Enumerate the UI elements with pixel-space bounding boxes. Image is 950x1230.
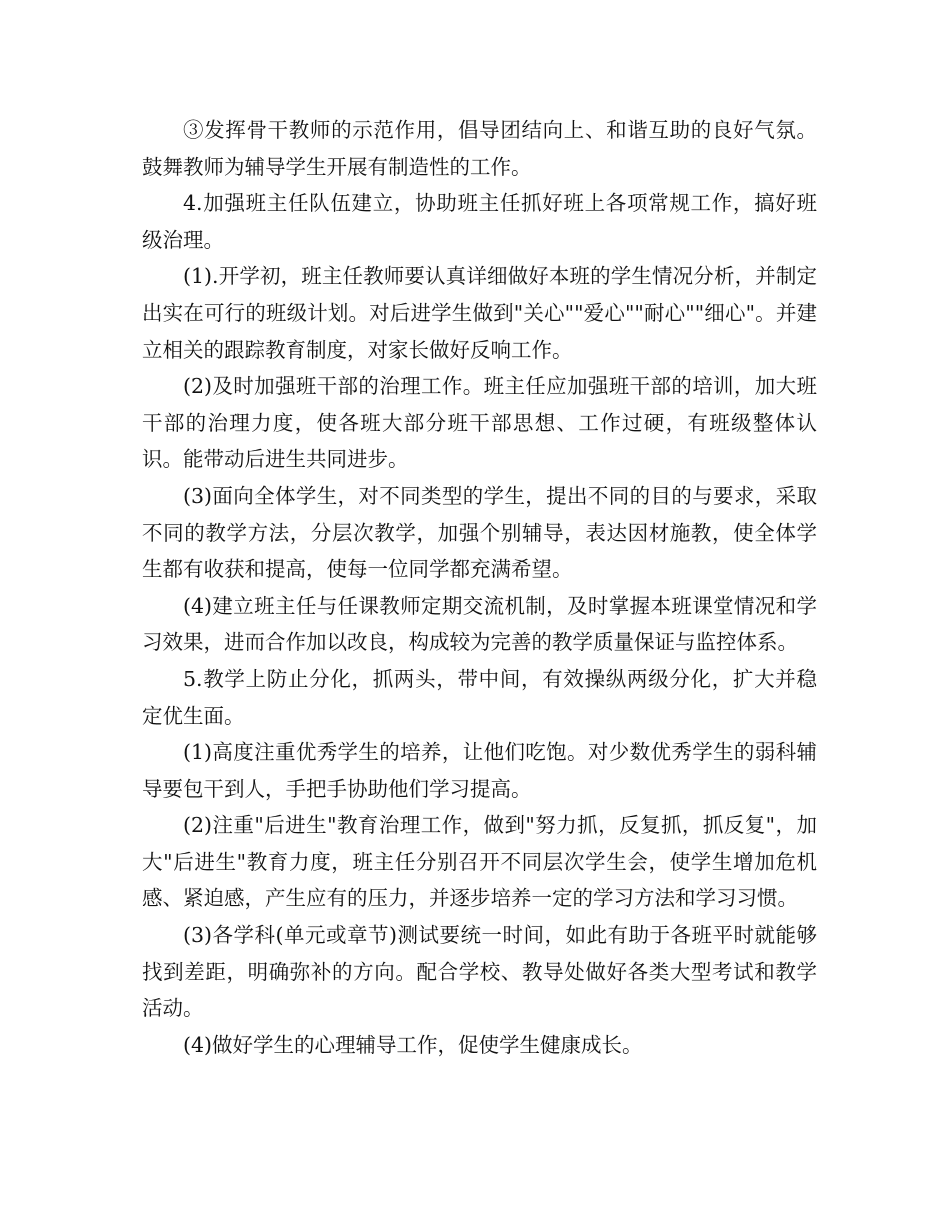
- paragraph-6: (4)建立班主任与任课教师定期交流机制，及时掌握本班课堂情况和学习效果，进而合作加以改良，构成较为完善的教学质量保证与监控体系。: [142, 593, 817, 655]
- paragraph-3: (1).开学初，班主任教师要认真详细做好本班的学生情况分析，并制定出实在可行的班级计划。对后进学生做到"关心""爱心""耐心""细心"。并建立相关的跟踪教育制度，对家长做好反响工作。: [142, 264, 817, 362]
- paragraph-4: (2)及时加强班干部的治理工作。班主任应加强班干部的培训，加大班干部的治理力度，使各班大部分班干部思想、工作过硬，有班级整体认识。能带动后进生共同进步。: [142, 374, 817, 472]
- paragraph-1: ③发挥骨干教师的示范作用，倡导团结向上、和谐互助的良好气氛。鼓舞教师为辅导学生开展有制造性的工作。: [142, 118, 817, 179]
- paragraph-7: 5.教学上防止分化，抓两头，带中间，有效操纵两级分化，扩大并稳定优生面。: [142, 666, 817, 728]
- paragraph-11: (4)做好学生的心理辅导工作，促使学生健康成长。: [183, 1032, 643, 1057]
- paragraph-2: 4.加强班主任队伍建立，协助班主任抓好班上各项常规工作，搞好班级治理。: [142, 191, 817, 252]
- document-body: [142, 112, 817, 1063]
- paragraph-5: (3)面向全体学生，对不同类型的学生，提出不同的目的与要求，采取不同的教学方法，分层次教学，加强个别辅导，表达因材施教，使全体学生都有收获和提高，使每一位同学都充满希望。: [142, 483, 817, 582]
- paragraph-9: (2)注重"后进生"教育治理工作，做到"努力抓，反复抓，抓反复"，加大"后进生"教育力度，班主任分别召开不同层次学生会，使学生增加危机感、紧迫感，产生应有的压力，并逐步培养一定的学习方法和学习习惯。: [142, 813, 817, 911]
- paragraph-10: (3)各学科(单元或章节)测试要统一时间，如此有助于各班平时就能够找到差距，明确弥补的方向。配合学校、教导处做好各类大型考试和教学活动。: [142, 923, 817, 1021]
- paragraph-8: (1)高度注重优秀学生的培养，让他们吃饱。对少数优秀学生的弱科辅导要包干到人，手把手协助他们学习提高。: [142, 740, 817, 801]
